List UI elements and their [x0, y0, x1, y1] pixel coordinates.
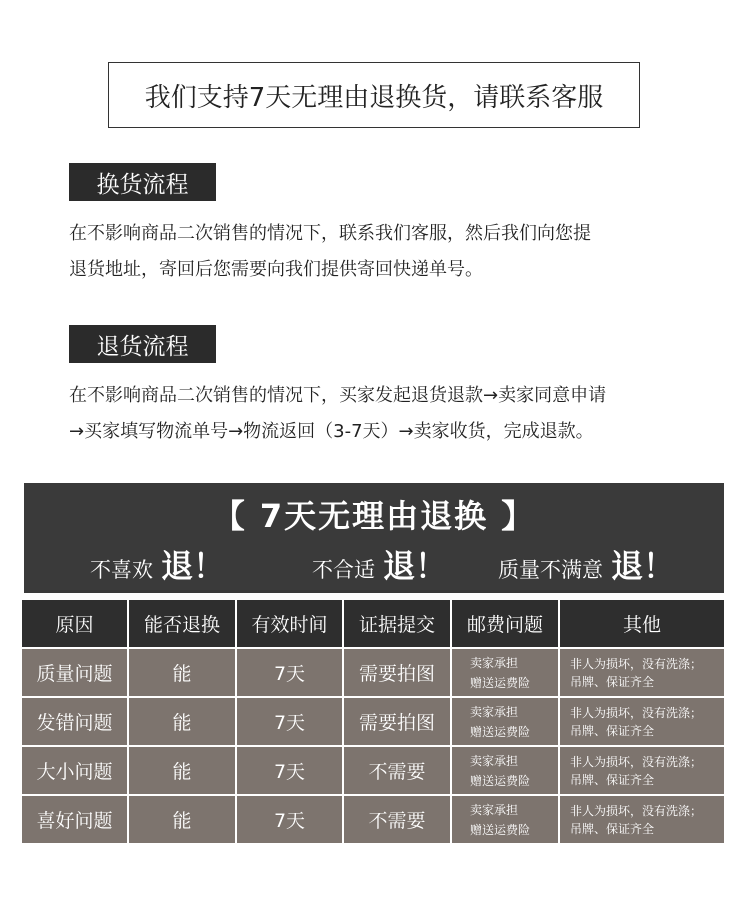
other-tags: 吊牌、保证齐全: [570, 723, 655, 738]
cell-reason: 喜好问题: [22, 796, 129, 843]
return-process-tag: 退货流程: [69, 325, 216, 363]
cell-returnable: 能: [129, 649, 237, 696]
cell-valid-time: 7天: [237, 698, 344, 745]
other-tags: 吊牌、保证齐全: [570, 772, 655, 787]
return-banner: [24, 483, 724, 593]
other-condition: 非人为损坏，没有洗涤；: [570, 803, 703, 818]
cell-shipping-fee: [452, 649, 560, 696]
fee-insurance: 赠送运费险: [470, 773, 531, 788]
table-row: [22, 698, 724, 745]
table-row: [22, 747, 724, 794]
fee-insurance: 赠送运费险: [470, 724, 531, 739]
cell-valid-time: 7天: [237, 649, 344, 696]
exchange-line-1: 在不影响商品二次销售的情况下，联系我们客服，然后我们向您提: [69, 223, 591, 244]
cell-other: [560, 698, 724, 745]
cell-evidence: 需要拍图: [344, 649, 452, 696]
banner-title: 【 7天无理由退换 】: [212, 497, 536, 535]
return-policy-table: [22, 600, 724, 845]
fee-insurance: 赠送运费险: [470, 675, 531, 690]
header-returnable: 能否退换: [129, 600, 237, 647]
table-row: [22, 796, 724, 843]
cell-reason: 质量问题: [22, 649, 129, 696]
slogan-return: 退！: [383, 547, 448, 585]
cell-reason: 发错问题: [22, 698, 129, 745]
return-process-text: [69, 378, 709, 450]
other-condition: 非人为损坏，没有洗涤；: [570, 656, 703, 671]
cell-returnable: 能: [129, 747, 237, 794]
cell-evidence: 不需要: [344, 796, 452, 843]
cell-shipping-fee: [452, 698, 560, 745]
cell-shipping-fee: [452, 747, 560, 794]
exchange-process-text: [69, 216, 709, 288]
exchange-line-2: 退货地址，寄回后您需要向我们提供寄回快递单号。: [69, 259, 483, 280]
fee-insurance: 赠送运费险: [470, 822, 531, 837]
cell-valid-time: 7天: [237, 796, 344, 843]
header-evidence: 证据提交: [344, 600, 452, 647]
fee-bearer: 卖家承担: [470, 655, 519, 670]
cell-shipping-fee: [452, 796, 560, 843]
other-condition: 非人为损坏，没有洗涤；: [570, 754, 703, 769]
slogan-return: 退！: [161, 547, 226, 585]
other-tags: 吊牌、保证齐全: [570, 821, 655, 836]
slogan-quality: [498, 541, 675, 587]
cell-other: [560, 747, 724, 794]
table-row: [22, 649, 724, 696]
cell-other: [560, 796, 724, 843]
fee-bearer: 卖家承担: [470, 802, 519, 817]
slogan-text: 质量不满意: [498, 558, 603, 582]
fee-bearer: 卖家承担: [470, 753, 519, 768]
cell-valid-time: 7天: [237, 747, 344, 794]
return-line-2: →买家填写物流单号→物流返回（3-7天）→卖家收货，完成退款。: [69, 421, 594, 442]
cell-other: [560, 649, 724, 696]
banner-slogans: [24, 541, 724, 585]
table-header-row: [22, 600, 724, 647]
cell-returnable: 能: [129, 796, 237, 843]
slogan-text: 不喜欢: [90, 558, 153, 582]
header-valid-time: 有效时间: [237, 600, 344, 647]
other-tags: 吊牌、保证齐全: [570, 674, 655, 689]
header-shipping-fee: 邮费问题: [452, 600, 560, 647]
cell-evidence: 需要拍图: [344, 698, 452, 745]
return-line-1: 在不影响商品二次销售的情况下，买家发起退货退款→卖家同意申请: [69, 385, 607, 406]
header-other: 其他: [560, 600, 724, 647]
slogan-return: 退！: [611, 547, 676, 585]
cell-evidence: 不需要: [344, 747, 452, 794]
cell-returnable: 能: [129, 698, 237, 745]
header-reason: 原因: [22, 600, 129, 647]
other-condition: 非人为损坏，没有洗涤；: [570, 705, 703, 720]
slogan-text: 不合适: [312, 558, 375, 582]
slogan-unfit: [312, 541, 447, 587]
cell-reason: 大小问题: [22, 747, 129, 794]
fee-bearer: 卖家承担: [470, 704, 519, 719]
policy-notice: 我们支持7天无理由退换货，请联系客服: [108, 62, 640, 128]
slogan-dislike: [90, 541, 225, 587]
exchange-process-tag: 换货流程: [69, 163, 216, 201]
